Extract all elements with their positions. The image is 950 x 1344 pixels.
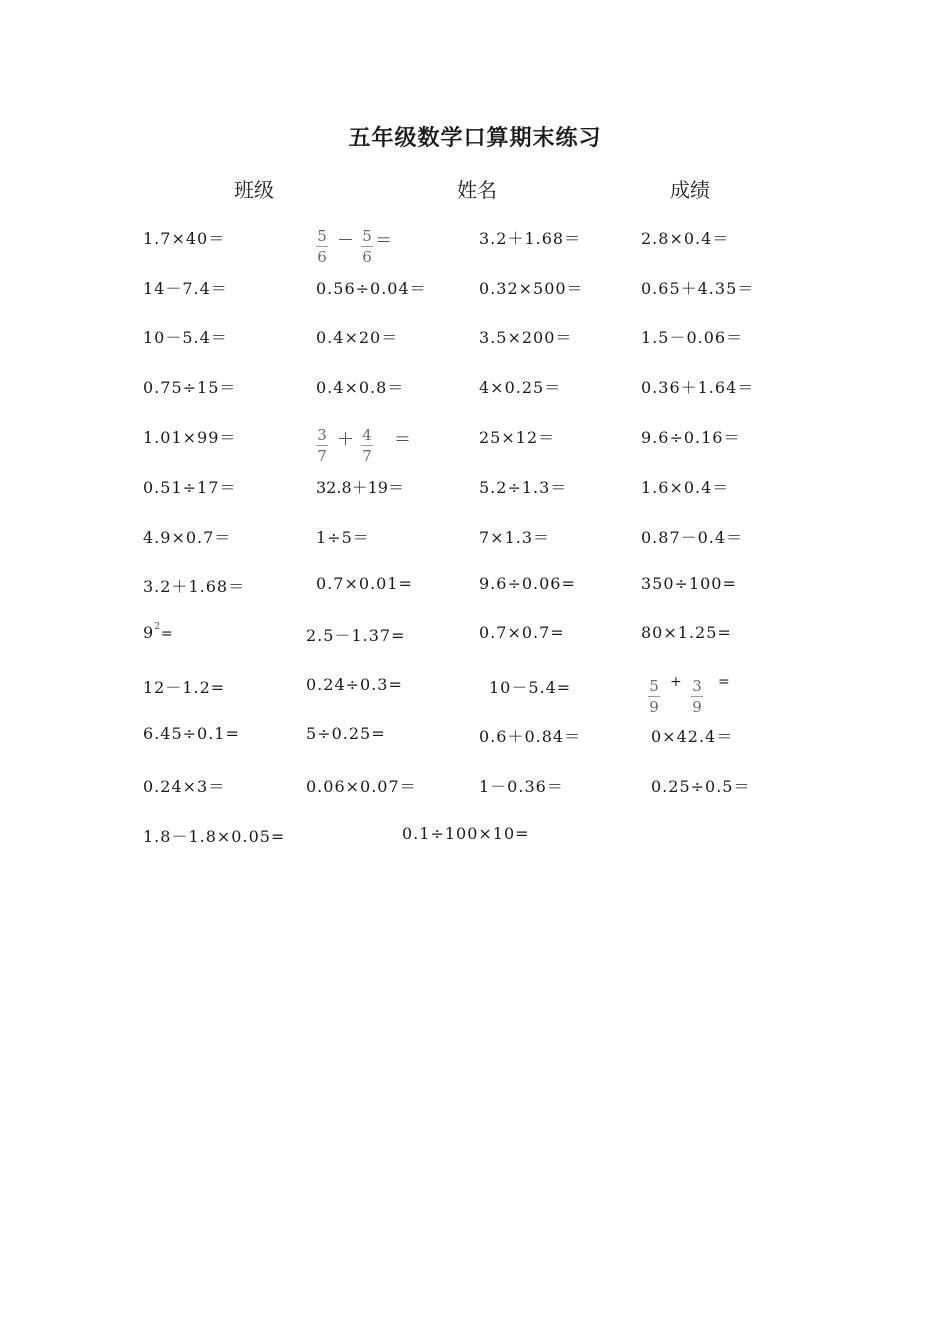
problem: 2.8×0.4＝ <box>641 229 730 248</box>
problem: 5.2÷1.3＝ <box>479 478 568 497</box>
problem: 0.06×0.07＝ <box>306 777 417 796</box>
fraction: 4 7 <box>362 426 372 465</box>
power-exponent: 2 <box>154 622 161 632</box>
problem: 0.75÷15＝ <box>143 378 237 397</box>
problem: 7×1.3＝ <box>479 528 551 547</box>
problem: 1.8－1.8×0.05= <box>143 827 286 846</box>
score-label: 成绩 <box>670 178 710 202</box>
problem: 12－1.2= <box>143 678 226 697</box>
fraction: 5 6 <box>317 227 327 266</box>
problem: 0.24÷0.3= <box>306 675 403 694</box>
problem: 0.24×3＝ <box>143 777 226 796</box>
fraction-problem <box>316 228 396 272</box>
problem: 4.9×0.7＝ <box>143 528 232 547</box>
power-base: 9 <box>143 623 155 642</box>
problem: 25×12＝ <box>479 428 556 447</box>
fraction: 5 6 <box>362 227 372 266</box>
problem: 0.7×0.7= <box>479 623 565 642</box>
problem: 0.36＋1.64＝ <box>641 378 755 397</box>
equals-sign: ＝ <box>394 430 411 450</box>
equals-sign: = <box>160 626 174 642</box>
problem: 6.45÷0.1= <box>143 724 240 743</box>
problem: 3.5×200＝ <box>479 328 573 347</box>
problem: 0.32×500＝ <box>479 279 584 298</box>
problem: 1.7×40＝ <box>143 229 226 248</box>
page-title: 五年级数学口算期末练习 <box>348 126 602 151</box>
problem: 0.1÷100×10= <box>402 824 530 843</box>
problem: 9.6÷0.16＝ <box>641 428 741 447</box>
problem: 0.65＋4.35＝ <box>641 279 755 298</box>
problem: 1.5－0.06＝ <box>641 328 744 347</box>
problem: 0.6＋0.84＝ <box>479 727 582 746</box>
problem: 1.01×99＝ <box>143 428 237 447</box>
problem: 14－7.4＝ <box>143 279 228 298</box>
fraction-problem <box>648 674 738 722</box>
problem: 4×0.25＝ <box>479 378 562 397</box>
problem: 350÷100= <box>641 574 737 593</box>
problem: 3.2＋1.68＝ <box>479 229 582 248</box>
problem: 0.4×20＝ <box>316 328 399 347</box>
problem: 10－5.4＝ <box>143 328 228 347</box>
name-label: 姓名 <box>457 178 497 202</box>
fraction: 3 7 <box>317 426 327 465</box>
problem: 0×42.4＝ <box>651 727 734 746</box>
problem: 1.6×0.4＝ <box>641 478 730 497</box>
problem: 3.2＋1.68＝ <box>143 577 246 596</box>
problem: 0.87－0.4＝ <box>641 528 744 547</box>
operator: － <box>337 231 354 251</box>
problem: 80×1.25= <box>641 623 732 642</box>
fraction: 5 9 <box>649 677 659 716</box>
equals-sign: = <box>718 674 730 690</box>
problem: 32.8＋19＝ <box>316 478 404 497</box>
problem: 5÷0.25= <box>306 724 386 743</box>
operator: + <box>670 674 682 690</box>
power-problem <box>143 623 174 642</box>
problem: 10－5.4= <box>489 678 572 697</box>
problem: 0.56÷0.04＝ <box>316 279 427 298</box>
problem: 0.7×0.01= <box>316 574 413 593</box>
equals-sign: ＝ <box>375 231 392 251</box>
operator: ＋ <box>337 430 354 450</box>
problem: 0.4×0.8＝ <box>316 378 405 397</box>
problem: 9.6÷0.06= <box>479 574 576 593</box>
fraction: 3 9 <box>692 677 702 716</box>
problem: 1÷5＝ <box>316 528 370 547</box>
problem: 0.51÷17＝ <box>143 478 237 497</box>
problem: 2.5－1.37= <box>306 626 406 645</box>
problem: 0.25÷0.5＝ <box>651 777 751 796</box>
fraction-problem <box>316 427 416 471</box>
class-label: 班级 <box>234 178 274 202</box>
problem: 1－0.36＝ <box>479 777 564 796</box>
